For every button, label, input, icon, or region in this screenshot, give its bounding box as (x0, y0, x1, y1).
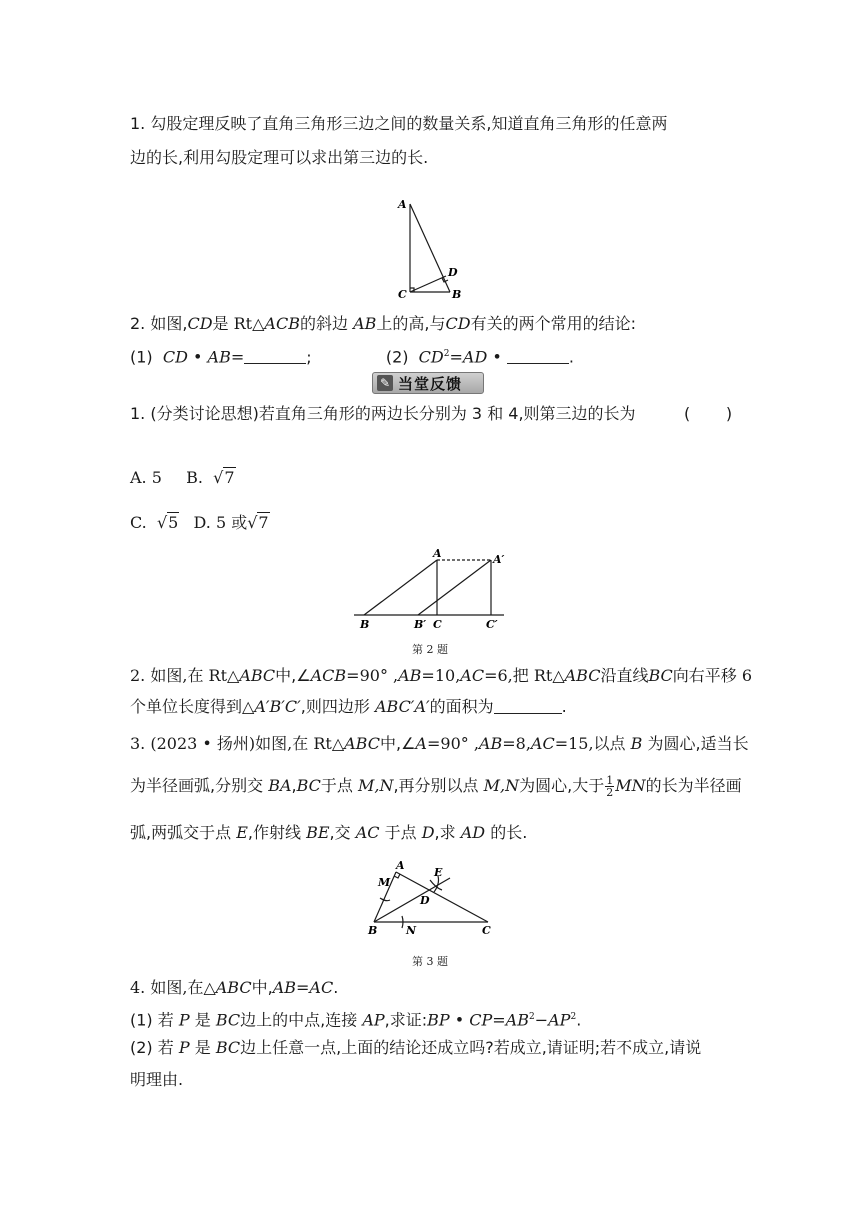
option-c[interactable] (130, 513, 179, 532)
figure-2-translation (350, 548, 510, 630)
var: AC (530, 734, 555, 753)
text: 个单位长度得到△ (130, 697, 255, 716)
exponent: 2 (528, 1012, 535, 1022)
conclusion-1-blank[interactable] (244, 347, 306, 364)
text: 2. 如图, (130, 314, 188, 333)
fig2-side-ab (364, 560, 437, 615)
var: MN (615, 776, 646, 795)
var: BC (215, 1010, 241, 1030)
text: 于点 (320, 776, 353, 795)
text: 的面积为 (429, 697, 494, 716)
text: 为圆心,大于 (519, 776, 605, 795)
text: 1. (分类讨论思想)若直角三角形的两边长分别为 3 和 4,则第三边的长为 (130, 404, 636, 423)
text: 为圆心,适当长 (647, 734, 749, 753)
var-ab: AB (353, 314, 377, 333)
var: AB (398, 666, 422, 685)
var: AB (478, 734, 503, 753)
expr: BP • CP=AB (427, 1010, 529, 1030)
text: (2) 若 (130, 1038, 174, 1057)
text: 3. (2023 • 扬州)如图,在 Rt△ (130, 734, 345, 753)
var: M,N (358, 776, 394, 795)
fraction-denominator: 2 (606, 786, 614, 799)
var: P (178, 1010, 190, 1030)
var: ACB (310, 666, 347, 685)
text: 的长为半径画 (645, 776, 742, 795)
fig1-label-b: B (452, 288, 462, 301)
var: AC (355, 823, 380, 842)
text: 是 Rt△ (212, 314, 265, 333)
question-3-line-3 (130, 822, 527, 844)
fig2-side-a2b2 (418, 560, 491, 615)
text: =10, (421, 666, 461, 685)
var: AD (460, 823, 486, 842)
fig2-label-b-prime: B′ (414, 618, 427, 630)
intro-conclusions (130, 343, 574, 368)
text: =8, (502, 734, 531, 753)
text: 上的高,与 (376, 314, 446, 333)
var: M,N (483, 776, 520, 795)
text: 中,∠ (379, 734, 416, 753)
fig1-altitude-cd (410, 276, 446, 292)
var: A (415, 734, 427, 753)
figure-3-caption: 第 3 题 (412, 955, 448, 968)
text: 于点 (384, 823, 417, 842)
question-2-line-2 (130, 696, 567, 718)
fig3-label-c: C (482, 924, 491, 937)
text: 的长. (490, 823, 528, 842)
var: BC (215, 1038, 241, 1057)
text: ,求证: (384, 1010, 428, 1030)
fraction-one-half (605, 775, 614, 798)
fig3-label-d: D (420, 894, 430, 907)
conclusion-1-label: (1) (130, 347, 153, 367)
conclusion-1-expr: CD • AB= (162, 347, 245, 367)
question-1-options-ab (130, 467, 236, 489)
question-3-line-1 (130, 733, 749, 755)
option-b-label: B. (186, 468, 203, 487)
text: 2. 如图,在 Rt△ (130, 666, 240, 685)
text: ,再分别以点 (393, 776, 479, 795)
exponent: 2 (443, 349, 450, 359)
text: =6,把 Rt△ (484, 666, 565, 685)
fig1-label-d: D (448, 266, 458, 279)
answer-blank[interactable] (494, 697, 562, 714)
fig3-side-ac (396, 872, 488, 922)
text: 中, (251, 978, 273, 997)
intro-item-2 (130, 313, 636, 335)
figure-3-angle-bisector (362, 858, 502, 938)
intro-item-1-line-2: 边的长,利用勾股定理可以求出第三边的长. (130, 148, 429, 167)
question-1-stem (130, 403, 636, 425)
exponent: 2 (570, 1012, 577, 1022)
fig3-label-m: M (378, 876, 391, 889)
conclusion-2-expr: =AD • (449, 347, 502, 367)
text: 是 (194, 1038, 211, 1057)
option-c-label: C. (130, 513, 147, 532)
text: ,求 (434, 823, 456, 842)
option-a[interactable]: A. 5 (130, 468, 162, 487)
fig2-label-b: B (360, 618, 370, 630)
sqrt: √5 (156, 513, 179, 532)
var: ABC (344, 734, 380, 753)
var: AC (460, 666, 485, 685)
sqrt: √7 (213, 468, 235, 487)
radicand: 7 (224, 468, 235, 487)
var: E (236, 823, 248, 842)
sqrt: √7 (247, 513, 269, 532)
text: 4. 如图,在△ (130, 978, 216, 997)
var: BC (648, 666, 673, 685)
text: . (561, 697, 567, 716)
option-d-label: D. 5 或 (193, 513, 248, 532)
text: ,则四边形 (300, 697, 370, 716)
text: (1) 若 (130, 1010, 174, 1030)
text: . (333, 978, 339, 997)
expr: −AP (534, 1010, 571, 1030)
fig2-label-a: A (433, 548, 442, 560)
var: BC (296, 776, 321, 795)
var: ABC (239, 666, 276, 685)
fraction-numerator: 1 (606, 774, 614, 787)
fig2-label-c-prime: C′ (486, 618, 498, 630)
text: 弧,两弧交于点 (130, 823, 232, 842)
var: ABC (564, 666, 601, 685)
figure-1-right-triangle (390, 196, 470, 304)
text: ,作射线 (247, 823, 301, 842)
conclusion-2-cd: CD (418, 347, 444, 367)
var: BA (268, 776, 292, 795)
question-1-answer-paren[interactable]: ( ) (684, 404, 733, 423)
text: 边上任意一点,上面的结论还成立吗?若成立,请证明;若不成立,请说 (240, 1038, 702, 1057)
fig3-label-b: B (368, 924, 378, 937)
intro-item-1-line-1: 1. 勾股定理反映了直角三角形三边之间的数量关系,知道直角三角形的任意两 (130, 114, 668, 133)
question-4-part-2-line-1 (130, 1037, 701, 1059)
banner-title: 当堂反馈 (398, 374, 463, 393)
var: P (178, 1038, 190, 1057)
var: BE (306, 823, 330, 842)
var-cd: CD (187, 314, 213, 333)
pencil-icon: ✎ (377, 375, 393, 391)
radicand: 7 (258, 513, 269, 532)
fig3-label-a: A (396, 859, 405, 872)
conclusion-2-blank[interactable] (507, 347, 569, 364)
text: ,交 (329, 823, 351, 842)
conclusion-2-label: (2) (385, 347, 409, 367)
option-b[interactable] (186, 468, 235, 487)
text: =90° , (346, 666, 399, 685)
text: 是 (194, 1010, 211, 1030)
text: 的斜边 (299, 314, 348, 333)
question-4-stem (130, 977, 338, 999)
var: AB=AC (272, 978, 334, 997)
text: 边上的中点,连接 (240, 1010, 358, 1030)
question-2-line-1 (130, 665, 752, 687)
option-d[interactable] (194, 513, 270, 532)
question-4-part-1 (130, 1006, 581, 1031)
var: ABC′A′ (374, 697, 430, 716)
text: =90° , (426, 734, 479, 753)
fig1-label-c: C (398, 288, 407, 301)
radicand: 5 (168, 513, 179, 532)
fig3-label-n: N (406, 924, 417, 937)
section-banner-classroom-feedback (372, 372, 484, 394)
text: 沿直线 (600, 666, 649, 685)
fig1-label-a: A (398, 198, 407, 211)
question-1-options-cd (130, 512, 270, 534)
figure-2-caption: 第 2 题 (412, 643, 448, 656)
fig3-label-e: E (434, 866, 443, 879)
var: ABC (215, 978, 252, 997)
text: . (568, 347, 574, 367)
text: 为半径画弧,分别交 (130, 776, 264, 795)
text: =15,以点 (554, 734, 626, 753)
question-4-part-2-line-2: 明理由. (130, 1070, 184, 1089)
fig2-label-c: C (433, 618, 442, 630)
text: 向右平移 6 (672, 666, 753, 685)
text: . (576, 1010, 582, 1030)
var: D (421, 823, 435, 842)
text: ; (306, 347, 312, 367)
fig2-label-a-prime: A′ (493, 553, 505, 566)
var-acb: ACB (264, 314, 300, 333)
var: B (630, 734, 643, 753)
text: 有关的两个常用的结论: (470, 314, 636, 333)
fig1-side-ab (410, 204, 450, 292)
var: A′B′C′ (254, 697, 301, 716)
var-cd: CD (445, 314, 471, 333)
text: 中,∠ (275, 666, 311, 685)
text: , (291, 776, 297, 795)
var: AP (362, 1010, 385, 1030)
question-3-line-2 (130, 775, 742, 798)
